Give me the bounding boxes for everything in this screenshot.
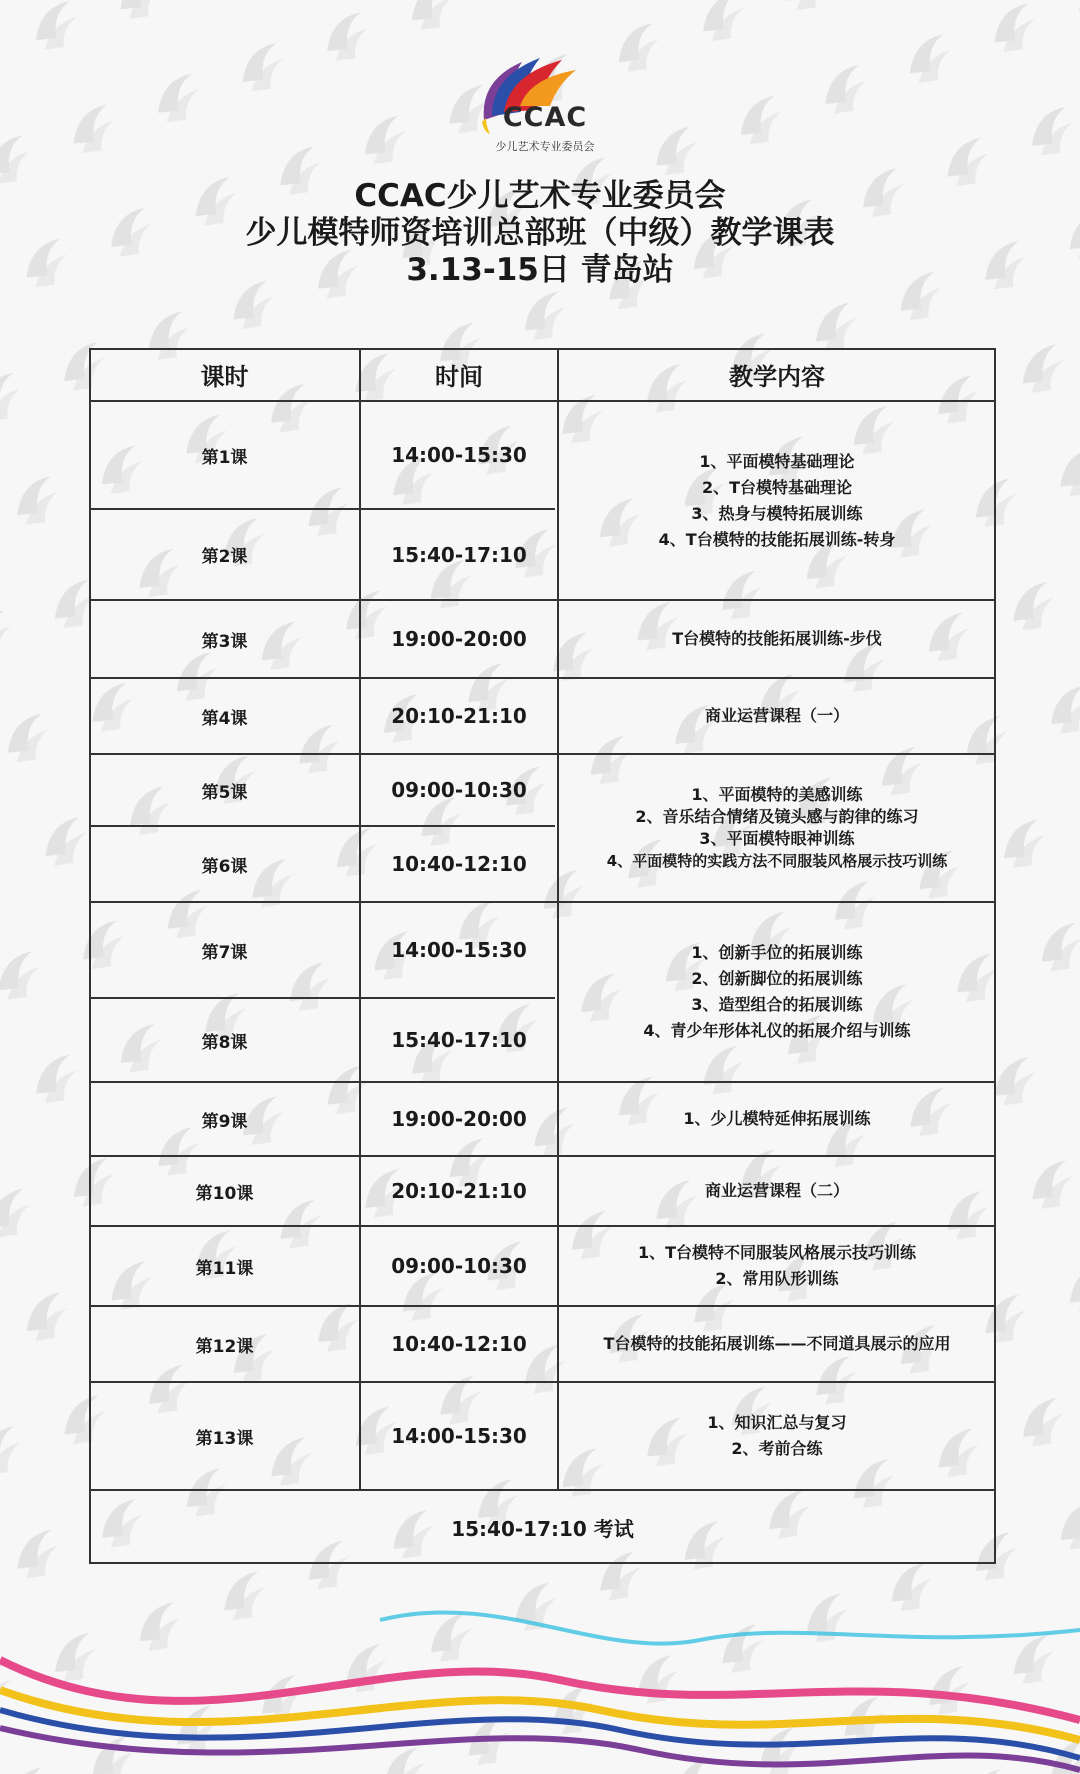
exam-row: 15:40-17:10 考试 — [451, 1516, 634, 1541]
lesson-label: 第11课 — [195, 1258, 254, 1279]
content-line: 3、造型组合的拓展训练 — [691, 995, 863, 1014]
lesson-time: 09:00-10:30 — [391, 778, 527, 802]
content-line: 2、音乐结合情绪及镜头感与韵律的练习 — [635, 807, 919, 826]
content-line: 2、常用队形训练 — [715, 1269, 839, 1288]
lesson-time: 15:40-17:10 — [391, 542, 527, 567]
lesson-time: 19:00-20:00 — [391, 1107, 527, 1131]
content-cell — [558, 1226, 996, 1306]
content-line: 4、平面模特的实践方法不同服装风格展示技巧训练 — [606, 852, 948, 870]
lesson-label: 第4课 — [201, 708, 248, 729]
lesson-label: 第10课 — [195, 1183, 254, 1204]
content-line: 商业运营课程（二） — [704, 1181, 849, 1200]
schedule-table — [89, 348, 996, 1564]
content-line: 商业运营课程（一） — [704, 706, 849, 725]
decorative-waves — [0, 1600, 1080, 1774]
lesson-label: 第5课 — [201, 782, 248, 803]
lesson-label: 第8课 — [201, 1032, 248, 1053]
lesson-time: 14:00-15:30 — [391, 938, 527, 962]
content-line: 1、创新手位的拓展训练 — [691, 943, 863, 962]
lesson-time: 14:00-15:30 — [391, 443, 527, 467]
lesson-label: 第1课 — [201, 447, 248, 468]
content-line: 1、平面模特基础理论 — [699, 451, 855, 471]
header-content: 教学内容 — [729, 363, 825, 391]
content-line: T台模特的技能拓展训练-步伐 — [672, 629, 882, 648]
lesson-label: 第13课 — [195, 1428, 254, 1449]
content-line: 4、T台模特的技能拓展训练-转身 — [658, 529, 896, 549]
content-line: 1、知识汇总与复习 — [707, 1413, 847, 1432]
page-heading — [0, 178, 1080, 289]
content-line: 2、创新脚位的拓展训练 — [691, 969, 863, 988]
content-cell — [558, 678, 996, 754]
content-cell — [558, 754, 996, 902]
header-time: 时间 — [435, 363, 483, 391]
content-cell — [558, 902, 996, 1082]
content-cell — [558, 1156, 996, 1226]
ccac-logo — [470, 50, 620, 160]
content-line: 4、青少年形体礼仪的拓展介绍与训练 — [643, 1021, 911, 1040]
lesson-label: 第3课 — [201, 631, 248, 652]
lesson-label: 第9课 — [201, 1111, 248, 1132]
content-cell — [558, 1306, 996, 1382]
lesson-label: 第12课 — [195, 1336, 254, 1357]
page-title: 少儿模特师资培训总部班（中级）教学课表 — [245, 215, 835, 251]
lesson-time: 14:00-15:30 — [391, 1424, 527, 1448]
lesson-time: 09:00-10:30 — [391, 1254, 527, 1278]
content-line: T台模特的技能拓展训练——不同道具展示的应用 — [603, 1334, 951, 1353]
content-line: 2、T台模特基础理论 — [701, 477, 853, 497]
lesson-time: 20:10-21:10 — [391, 1179, 527, 1203]
lesson-time: 19:00-20:00 — [391, 627, 527, 651]
header-lesson: 课时 — [200, 363, 249, 391]
content-cell — [558, 401, 996, 600]
content-line: 2、考前合练 — [731, 1439, 823, 1458]
content-line: 3、平面模特眼神训练 — [699, 829, 855, 848]
content-line: 1、少儿模特延伸拓展训练 — [683, 1109, 871, 1128]
lesson-time: 20:10-21:10 — [391, 704, 527, 728]
logo-subtitle: 少儿艺术专业委员会 — [495, 140, 595, 153]
lesson-time: 10:40-12:10 — [391, 1332, 527, 1356]
content-cell — [558, 600, 996, 678]
logo-text: CCAC — [502, 102, 588, 133]
content-cell — [558, 1082, 996, 1156]
content-line: 1、平面模特的美感训练 — [691, 785, 863, 804]
lesson-label: 第2课 — [201, 547, 248, 567]
lesson-label: 第6课 — [201, 856, 248, 877]
lesson-time: 10:40-12:10 — [391, 852, 527, 876]
content-cell — [558, 1382, 996, 1490]
content-line: 3、热身与模特拓展训练 — [691, 503, 863, 523]
heading-session: 3.13-15日 青岛站 — [406, 252, 674, 288]
lesson-label: 第7课 — [201, 942, 248, 963]
content-line: 1、T台模特不同服装风格展示技巧训练 — [637, 1243, 917, 1262]
lesson-time: 15:40-17:10 — [391, 1028, 527, 1052]
heading-org: CCAC少儿艺术专业委员会 — [354, 178, 726, 214]
